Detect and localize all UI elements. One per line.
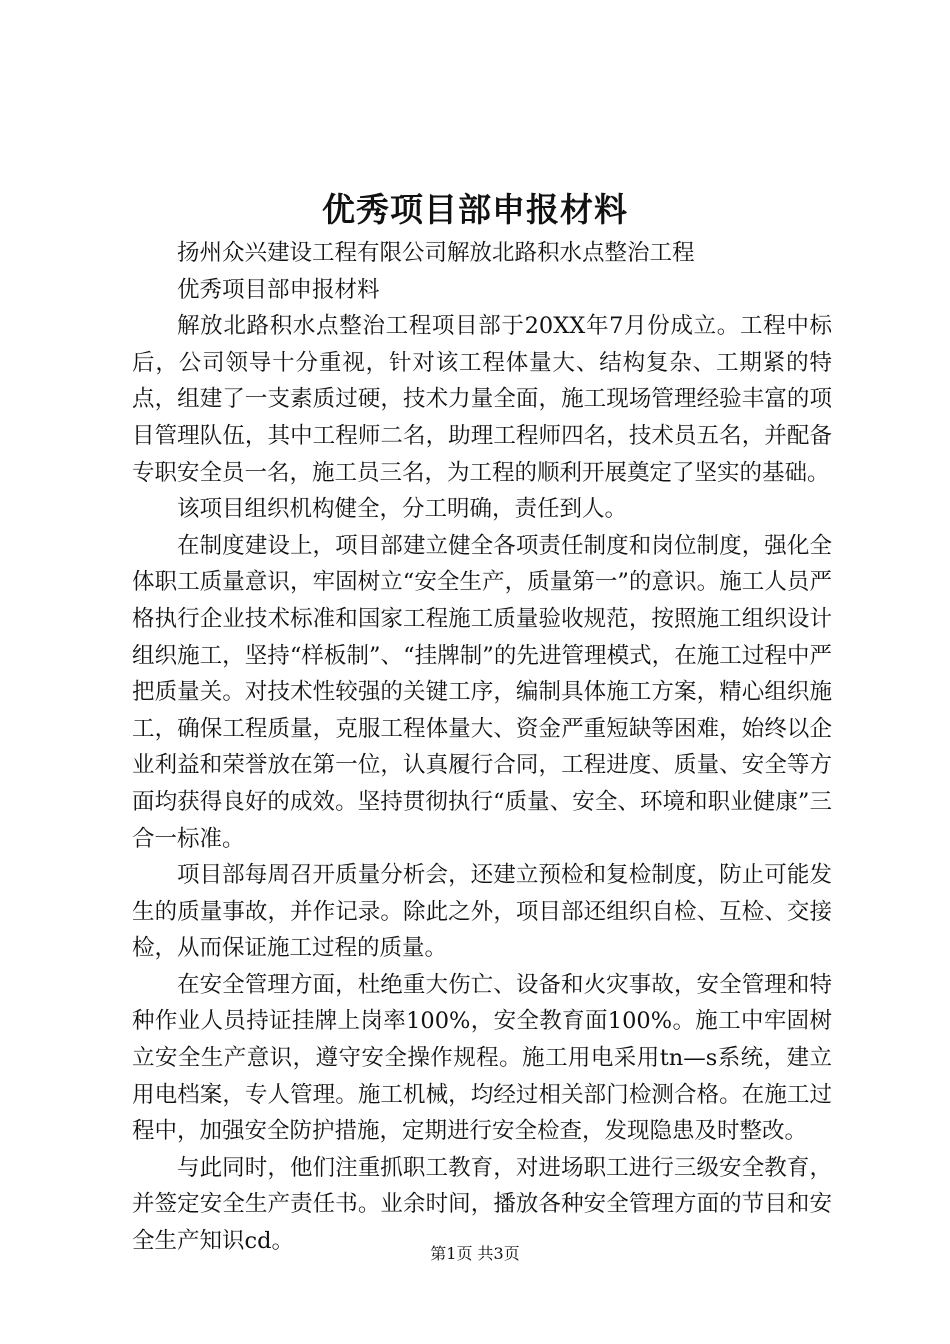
paragraph-establishment: 解放北路积水点整治工程项目部于20XX年7月份成立。工程中标后，公司领导十分重视，针对该工程体量大、结构复杂、工期紧的特点，组建了一支素质过硬，技术力量全面，施工现场管理经验丰富的项目管理队伍，其中工程师二名，助理工程师四名，技术员五名，并配备专职安全员一名，施工员三名，为工程的顺利开展奠定了坚实的基础。: [132, 313, 832, 486]
document-body: [132, 235, 832, 1260]
paragraph-system-building: 在制度建设上，项目部建立健全各项责任制度和岗位制度，强化全体职工质量意识，牢固树立“安全生产，质量第一”的意识。施工人员严格执行企业技术标准和国家工程施工质量验收规范，按照施工组织设计组织施工，坚持“样板制”、“挂牌制”的先进管理模式，在施工过程中严把质量关。对技术性较强的关键工序，编制具体施工方案，精心组织施工，确保工程质量，克服工程体量大、资金严重短缺等困难，始终以企业利益和荣誉放在第一位，认真履行合同，工程进度、质量、安全等方面均获得良好的成效。坚持贯彻执行“质量、安全、环境和职业健康”三合一标准。: [132, 532, 832, 852]
paragraph-quality-meetings: 项目部每周召开质量分析会，还建立预检和复检制度，防止可能发生的质量事故，并作记录。除此之外，项目部还组织自检、互检、交接检，从而保证施工过程的质量。: [132, 862, 832, 962]
subtitle-material: 优秀项目部申报材料: [177, 276, 380, 303]
paragraph-safety-management: 在安全管理方面，杜绝重大伤亡、设备和火灾事故，安全管理和特种作业人员持证挂牌上岗率100%，安全教育面100%。施工中牢固树立安全生产意识，遵守安全操作规程。施工用电采用tn—s系统，建立用电档案，专人管理。施工机械，均经过相关部门检测合格。在施工过程中，加强安全防护措施，定期进行安全检查，发现隐患及时整改。: [132, 971, 832, 1145]
page-number: 第1页 共3页: [430, 1244, 520, 1263]
paragraph-staff-education: 与此同时，他们注重抓职工教育，对进场职工进行三级安全教育，并签定安全生产责任书。业余时间，播放各种安全管理方面的节目和安全生产知识cd。: [132, 1154, 832, 1255]
page-title: 优秀项目部申报材料: [322, 190, 628, 229]
paragraph-organization: 该项目组织机构健全，分工明确，责任到人。: [177, 496, 628, 523]
subtitle-company-project: 扬州众兴建设工程有限公司解放北路积水点整治工程: [177, 240, 695, 266]
